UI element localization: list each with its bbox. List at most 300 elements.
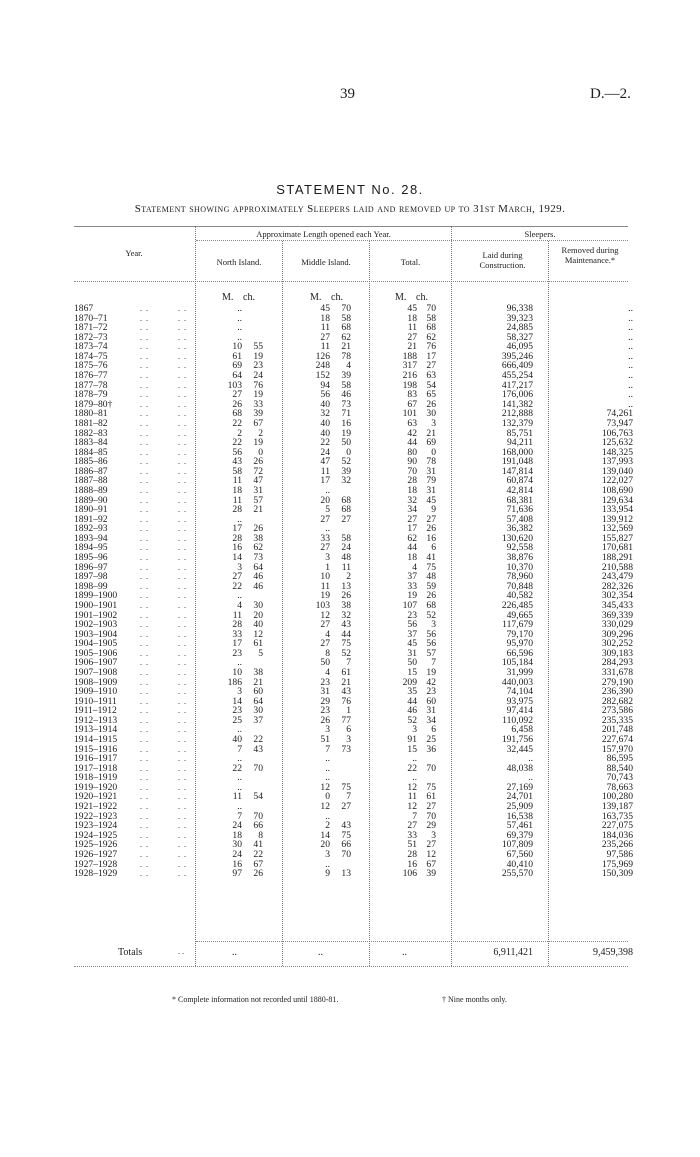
dots-cell: . . xyxy=(178,763,187,773)
middle-miles-cell: .. xyxy=(325,858,330,870)
year-cell: 1927–1928 xyxy=(74,858,118,870)
dots-cell: . . xyxy=(178,524,187,534)
north-miles-cell: .. xyxy=(237,312,242,324)
year-cell: 1871–72 xyxy=(74,322,108,334)
total-chains-cell: 16 xyxy=(426,532,436,544)
dots-cell: . . xyxy=(178,457,187,467)
year-cell: 1886–87 xyxy=(74,465,108,477)
middle-miles-cell: 126 xyxy=(315,350,330,362)
middle-miles-cell: 56 xyxy=(320,389,330,401)
year-cell: 1901–1902 xyxy=(74,609,118,621)
dots-cell: . . xyxy=(140,380,149,390)
dots-cell: . . xyxy=(140,744,149,754)
total-chains-cell: 26 xyxy=(426,523,436,535)
laid-cell: 141,382 xyxy=(501,398,533,410)
year-cell: 1897–98 xyxy=(74,571,108,583)
middle-miles-cell: 17 xyxy=(320,475,330,487)
middle-miles-cell: 12 xyxy=(320,801,330,813)
north-miles-cell: .. xyxy=(237,753,242,765)
total-miles-cell: 198 xyxy=(402,379,417,391)
removed-cell: 279,190 xyxy=(601,676,633,688)
middle-chains-cell: 44 xyxy=(341,628,351,640)
north-miles-cell: 61 xyxy=(232,350,242,362)
north-chains-cell: 26 xyxy=(253,868,263,880)
dots-cell: . . xyxy=(140,687,149,697)
north-chains-cell: 33 xyxy=(253,398,263,410)
year-cell: 1873–74 xyxy=(74,341,108,353)
year-cell: 1910–1911 xyxy=(74,695,117,707)
removed-cell: 150,309 xyxy=(601,868,633,880)
dots-cell: . . xyxy=(140,476,149,486)
middle-chains-cell: 77 xyxy=(341,714,351,726)
total-miles-cell: 56 xyxy=(407,619,417,631)
laid-cell: 10,370 xyxy=(506,561,533,573)
dots-cell: . . xyxy=(178,485,187,495)
total-miles-cell: 46 xyxy=(407,705,417,717)
total-chains-cell: 67 xyxy=(426,858,436,870)
removed-cell: 227,674 xyxy=(601,734,633,746)
total-chains-cell: 79 xyxy=(426,475,436,487)
middle-miles-cell: 33 xyxy=(320,532,330,544)
total-miles-cell: 107 xyxy=(402,599,417,611)
middle-miles-cell: 7 xyxy=(325,743,330,755)
laid-cell: 110,092 xyxy=(502,714,533,726)
total-miles-cell: 35 xyxy=(407,686,417,698)
middle-chains-cell: 21 xyxy=(341,341,351,353)
north-miles-cell: 97 xyxy=(232,868,242,880)
totals-rule xyxy=(196,941,628,942)
removed-cell: 302,354 xyxy=(601,590,633,602)
middle-chains-cell: 70 xyxy=(341,303,351,314)
north-chains-cell: 24 xyxy=(253,370,263,382)
total-chains-cell: 19 xyxy=(426,666,436,678)
middle-miles-cell: 3 xyxy=(325,724,330,736)
middle-chains-cell: 78 xyxy=(341,350,351,362)
year-cell: 1876–77 xyxy=(74,370,108,382)
dots-cell: . . xyxy=(178,495,187,505)
removed-cell: 282,682 xyxy=(601,695,633,707)
total-chains-cell: 54 xyxy=(426,379,436,391)
removed-cell: 170,681 xyxy=(601,542,633,554)
total-miles-cell: 44 xyxy=(407,437,417,449)
laid-cell: 24,885 xyxy=(506,322,533,334)
dots-cell: . . xyxy=(178,706,187,716)
total-miles-cell: 27 xyxy=(407,513,417,525)
middle-chains-cell: 68 xyxy=(341,322,351,334)
dots-cell: . . xyxy=(178,380,187,390)
unit-north-m: M. xyxy=(222,292,234,303)
year-cell: 1885–86 xyxy=(74,456,108,468)
laid-cell: 132,379 xyxy=(501,417,533,429)
table-top-rule xyxy=(74,226,628,227)
year-cell: 1917–1918 xyxy=(74,762,118,774)
removed-cell: 106,763 xyxy=(601,427,633,439)
dots-cell: . . xyxy=(140,342,149,352)
dots-cell: . . xyxy=(140,849,149,859)
dots-cell: . . xyxy=(178,648,187,658)
removed-cell: 137,993 xyxy=(601,456,633,468)
middle-chains-cell: 11 xyxy=(341,561,351,573)
year-cell: 1895–96 xyxy=(74,552,108,564)
total-chains-cell: 59 xyxy=(426,580,436,592)
year-cell: 1918–1919 xyxy=(74,772,118,784)
total-miles-cell: 45 xyxy=(407,303,417,314)
laid-cell: 49,665 xyxy=(506,609,533,621)
unit-middle-m: M. xyxy=(310,292,322,303)
dots-cell: . . xyxy=(178,418,187,428)
year-cell: 1872–73 xyxy=(74,331,108,343)
middle-miles-cell: 51 xyxy=(320,734,330,746)
middle-chains-cell: 68 xyxy=(341,494,351,506)
middle-chains-cell: 58 xyxy=(341,532,351,544)
removed-cell: .. xyxy=(628,389,633,401)
laid-cell: 78,960 xyxy=(506,571,533,583)
unit-middle-ch: ch. xyxy=(331,292,343,303)
year-cell: 1916–1917 xyxy=(74,753,118,765)
total-chains-cell: 56 xyxy=(426,638,436,650)
laid-cell: 440,003 xyxy=(501,676,533,688)
middle-miles-cell: 23 xyxy=(320,676,330,688)
dots-cell: . . xyxy=(178,342,187,352)
dots-cell: . . xyxy=(178,687,187,697)
north-chains-cell: 55 xyxy=(253,341,263,353)
dots-cell: . . xyxy=(140,658,149,668)
removed-cell: 163,735 xyxy=(601,810,633,822)
north-miles-cell: 22 xyxy=(232,580,242,592)
totals-middle: .. xyxy=(318,947,323,958)
laid-cell: 70,848 xyxy=(506,580,533,592)
north-miles-cell: 16 xyxy=(232,858,242,870)
table-bottom-rule xyxy=(74,966,628,967)
laid-cell: 94,211 xyxy=(506,437,533,449)
total-miles-cell: 70 xyxy=(407,465,417,477)
middle-miles-cell: 14 xyxy=(320,829,330,841)
removed-cell: .. xyxy=(628,322,633,334)
dots-cell: . . xyxy=(178,639,187,649)
laid-cell: 42,814 xyxy=(506,484,533,496)
statement-subtitle: Statement showing approximately Sleepers laid and removed up to 31st March, 1929. xyxy=(134,203,566,215)
year-cell: 1912–1913 xyxy=(74,714,118,726)
dots-cell: . . xyxy=(140,543,149,553)
group-header-rule xyxy=(196,240,628,241)
dots-cell: . . xyxy=(140,763,149,773)
total-miles-cell: 106 xyxy=(402,868,417,880)
year-cell: 1911–1912 xyxy=(74,705,117,717)
total-miles-cell: 27 xyxy=(407,331,417,343)
dots-cell: . . xyxy=(140,830,149,840)
middle-miles-cell: 12 xyxy=(320,781,330,793)
north-miles-cell: 3 xyxy=(237,561,242,573)
total-miles-cell: 4 xyxy=(412,561,417,573)
removed-cell: 74,261 xyxy=(606,408,633,420)
removed-cell: 139,040 xyxy=(601,465,633,477)
total-chains-cell: 27 xyxy=(426,839,436,851)
header-year: Year. xyxy=(125,248,143,258)
middle-chains-cell: 68 xyxy=(341,504,351,516)
middle-chains-cell: 13 xyxy=(341,868,351,880)
middle-miles-cell: 22 xyxy=(320,437,330,449)
header-middle-island: Middle Island. xyxy=(301,257,351,267)
total-miles-cell: 16 xyxy=(407,858,417,870)
total-miles-cell: 12 xyxy=(407,801,417,813)
dots-cell: . . xyxy=(178,428,187,438)
north-miles-cell: 22 xyxy=(232,762,242,774)
north-chains-cell: 5 xyxy=(258,647,263,659)
footnote-nine-months: † Nine months only. xyxy=(442,995,507,1004)
year-cell: 1867 xyxy=(74,303,94,314)
total-miles-cell: .. xyxy=(412,753,417,765)
north-chains-cell: 47 xyxy=(253,475,263,487)
removed-cell: 88,540 xyxy=(606,762,633,774)
dots-cell: . . xyxy=(178,782,187,792)
laid-cell: .. xyxy=(528,772,533,784)
laid-cell: 38,876 xyxy=(506,552,533,564)
total-chains-cell: 70 xyxy=(426,303,436,314)
laid-cell: 147,814 xyxy=(501,465,533,477)
removed-cell: .. xyxy=(628,350,633,362)
north-chains-cell: 21 xyxy=(253,676,263,688)
dots-cell: . . xyxy=(140,802,149,812)
total-chains-cell: 3 xyxy=(431,417,436,429)
north-chains-cell: 2 xyxy=(258,427,263,439)
laid-cell: 176,006 xyxy=(501,389,533,401)
total-chains-cell: 31 xyxy=(426,465,436,477)
total-chains-cell: 60 xyxy=(426,695,436,707)
laid-cell: 79,170 xyxy=(506,628,533,640)
laid-cell: 117,679 xyxy=(502,619,533,631)
middle-chains-cell: 52 xyxy=(341,647,351,659)
middle-chains-cell: 0 xyxy=(346,446,351,458)
total-chains-cell: 61 xyxy=(426,791,436,803)
middle-miles-cell: 23 xyxy=(320,705,330,717)
middle-chains-cell: 43 xyxy=(341,686,351,698)
total-chains-cell: 75 xyxy=(426,561,436,573)
dots-cell: . . xyxy=(178,859,187,869)
north-miles-cell: 11 xyxy=(232,475,242,487)
header-sleepers: Sleepers. xyxy=(524,229,556,239)
north-chains-cell: 73 xyxy=(253,552,263,564)
total-miles-cell: 44 xyxy=(407,542,417,554)
total-chains-cell: 29 xyxy=(426,820,436,832)
total-chains-cell: 75 xyxy=(426,781,436,793)
year-cell: 1884–85 xyxy=(74,446,108,458)
dots-cell: . . xyxy=(178,610,187,620)
north-chains-cell: 38 xyxy=(253,666,263,678)
dots-cell: . . xyxy=(140,773,149,783)
laid-cell: 395,246 xyxy=(501,350,533,362)
laid-cell: 66,596 xyxy=(506,647,533,659)
total-chains-cell: 39 xyxy=(426,868,436,880)
totals-dots: . . xyxy=(178,947,184,956)
middle-chains-cell: 6 xyxy=(346,724,351,736)
north-chains-cell: 19 xyxy=(253,389,263,401)
north-miles-cell: 18 xyxy=(232,829,242,841)
removed-cell: 331,678 xyxy=(601,666,633,678)
dots-cell: . . xyxy=(140,591,149,601)
total-chains-cell: 3 xyxy=(431,829,436,841)
laid-cell: 16,538 xyxy=(506,810,533,822)
dots-cell: . . xyxy=(178,696,187,706)
middle-miles-cell: 31 xyxy=(320,686,330,698)
total-chains-cell: 30 xyxy=(426,408,436,420)
north-chains-cell: 26 xyxy=(253,523,263,535)
dots-cell: . . xyxy=(178,543,187,553)
north-miles-cell: 69 xyxy=(232,360,242,372)
removed-cell: 132,569 xyxy=(601,523,633,535)
middle-miles-cell: 5 xyxy=(325,504,330,516)
year-cell: 1922–1923 xyxy=(74,810,118,822)
total-miles-cell: 12 xyxy=(407,781,417,793)
dots-cell: . . xyxy=(140,859,149,869)
laid-cell: 71,636 xyxy=(506,504,533,516)
dots-cell: . . xyxy=(178,811,187,821)
middle-chains-cell: 48 xyxy=(341,552,351,564)
removed-cell: 284,293 xyxy=(601,657,633,669)
dots-cell: . . xyxy=(178,447,187,457)
north-chains-cell: 67 xyxy=(253,858,263,870)
dots-cell: . . xyxy=(140,735,149,745)
middle-miles-cell: 0 xyxy=(325,791,330,803)
laid-cell: 24,701 xyxy=(506,791,533,803)
north-miles-cell: 10 xyxy=(232,666,242,678)
total-miles-cell: 209 xyxy=(402,676,417,688)
north-miles-cell: .. xyxy=(237,322,242,334)
year-cell: 1892–93 xyxy=(74,523,108,535)
middle-chains-cell: 61 xyxy=(341,666,351,678)
dots-cell: . . xyxy=(140,869,149,879)
middle-miles-cell: 27 xyxy=(320,542,330,554)
year-cell: 1909–1910 xyxy=(74,686,118,698)
middle-chains-cell: 38 xyxy=(341,599,351,611)
total-chains-cell: 34 xyxy=(426,714,436,726)
middle-chains-cell: 39 xyxy=(341,370,351,382)
statement-title: STATEMENT No. 28. xyxy=(276,182,424,197)
north-miles-cell: 7 xyxy=(237,810,242,822)
dots-cell: . . xyxy=(178,399,187,409)
middle-chains-cell: 75 xyxy=(341,781,351,793)
dots-cell: . . xyxy=(140,351,149,361)
laid-cell: 191,048 xyxy=(501,456,533,468)
total-miles-cell: 15 xyxy=(407,743,417,755)
dots-cell: . . xyxy=(140,639,149,649)
removed-cell: 78,663 xyxy=(606,781,633,793)
middle-chains-cell: 13 xyxy=(341,580,351,592)
removed-cell: 155,827 xyxy=(601,532,633,544)
dots-cell: . . xyxy=(178,869,187,879)
dots-cell: . . xyxy=(140,562,149,572)
middle-miles-cell: 11 xyxy=(320,465,330,477)
middle-chains-cell: 7 xyxy=(346,791,351,803)
middle-miles-cell: 27 xyxy=(320,619,330,631)
laid-cell: 27,169 xyxy=(506,781,533,793)
year-cell: 1881–82 xyxy=(74,417,108,429)
north-chains-cell: 72 xyxy=(253,465,263,477)
dots-cell: . . xyxy=(178,821,187,831)
total-chains-cell: 69 xyxy=(426,437,436,449)
north-miles-cell: 30 xyxy=(232,839,242,851)
year-cell: 1877–78 xyxy=(74,379,108,391)
dots-cell: . . xyxy=(140,553,149,563)
north-miles-cell: 27 xyxy=(232,389,242,401)
total-miles-cell: 37 xyxy=(407,628,417,640)
middle-chains-cell: 32 xyxy=(341,475,351,487)
total-chains-cell: 9 xyxy=(431,504,436,516)
north-miles-cell: 28 xyxy=(232,619,242,631)
north-miles-cell: .. xyxy=(237,657,242,669)
north-chains-cell: 62 xyxy=(253,542,263,554)
north-chains-cell: 64 xyxy=(253,695,263,707)
north-miles-cell: .. xyxy=(237,801,242,813)
middle-miles-cell: 10 xyxy=(320,571,330,583)
total-chains-cell: 6 xyxy=(431,542,436,554)
dots-cell: . . xyxy=(178,572,187,582)
year-cell: 1894–95 xyxy=(74,542,108,554)
removed-cell: 235,266 xyxy=(601,839,633,851)
north-chains-cell: 20 xyxy=(253,609,263,621)
total-miles-cell: 34 xyxy=(407,504,417,516)
middle-chains-cell: 27 xyxy=(341,513,351,525)
dots-cell: . . xyxy=(140,524,149,534)
total-miles-cell: 42 xyxy=(407,427,417,439)
removed-cell: 86,595 xyxy=(606,753,633,765)
laid-cell: 68,381 xyxy=(506,494,533,506)
middle-miles-cell: 8 xyxy=(325,647,330,659)
middle-chains-cell: 43 xyxy=(341,619,351,631)
page-number: 39 xyxy=(340,86,355,102)
removed-cell: 330,029 xyxy=(601,619,633,631)
removed-cell: 369,339 xyxy=(601,609,633,621)
dots-cell: . . xyxy=(140,409,149,419)
north-miles-cell: 4 xyxy=(237,599,242,611)
total-miles-cell: 3 xyxy=(412,724,417,736)
laid-cell: 57,408 xyxy=(506,513,533,525)
middle-miles-cell: 40 xyxy=(320,417,330,429)
removed-cell: 97,586 xyxy=(606,848,633,860)
north-miles-cell: 103 xyxy=(227,379,242,391)
unit-total-ch: ch. xyxy=(416,292,428,303)
north-chains-cell: 67 xyxy=(253,417,263,429)
totals-laid: 6,911,421 xyxy=(493,947,533,958)
total-miles-cell: 17 xyxy=(407,523,417,535)
year-cell: 1893–94 xyxy=(74,532,108,544)
laid-cell: 25,909 xyxy=(506,801,533,813)
total-miles-cell: 317 xyxy=(402,360,417,372)
dots-cell: . . xyxy=(140,332,149,342)
middle-miles-cell: 94 xyxy=(320,379,330,391)
north-chains-cell: 40 xyxy=(253,619,263,631)
north-miles-cell: .. xyxy=(237,331,242,343)
total-chains-cell: 78 xyxy=(426,456,436,468)
total-miles-cell: 15 xyxy=(407,666,417,678)
removed-cell: 133,954 xyxy=(601,504,633,516)
north-miles-cell: 17 xyxy=(232,638,242,650)
middle-chains-cell: 1 xyxy=(346,705,351,717)
year-cell: 1875–76 xyxy=(74,360,108,372)
north-miles-cell: 28 xyxy=(232,532,242,544)
removed-cell: 309,183 xyxy=(601,647,633,659)
laid-cell: 107,809 xyxy=(501,839,533,851)
north-miles-cell: .. xyxy=(237,590,242,602)
middle-miles-cell: 50 xyxy=(320,657,330,669)
north-miles-cell: 33 xyxy=(232,628,242,640)
laid-cell: 97,414 xyxy=(506,705,533,717)
removed-cell: 188,291 xyxy=(601,552,633,564)
removed-cell: 139,912 xyxy=(601,513,633,525)
middle-miles-cell: 11 xyxy=(320,580,330,592)
middle-chains-cell: 66 xyxy=(341,839,351,851)
north-miles-cell: 56 xyxy=(232,446,242,458)
total-chains-cell: 45 xyxy=(426,494,436,506)
